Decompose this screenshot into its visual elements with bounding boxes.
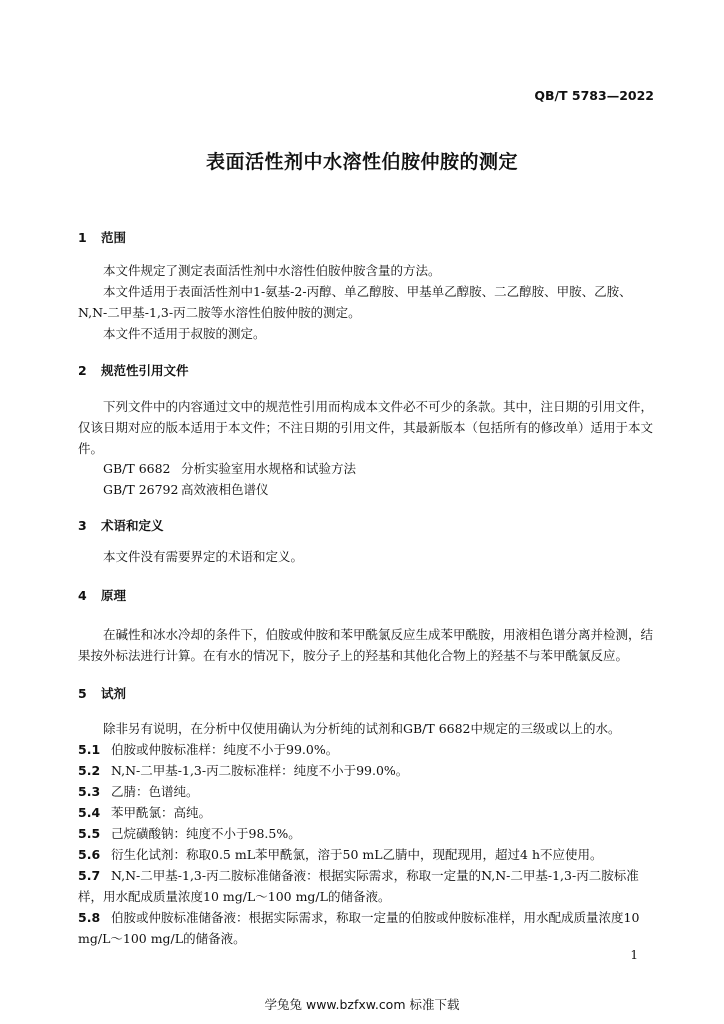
section-heading-5 (78, 684, 126, 702)
clause-number: 5.8 (78, 910, 101, 925)
reference-code: GB/T 26792 (103, 482, 179, 497)
clause-text: 伯胺或仲胺标准样：纯度不小于99.0%。 (111, 742, 339, 757)
paragraph: 除非另有说明，在分析中仅使用确认为分析纯的试剂和GB/T 6682中规定的三级或以上的水。 (103, 721, 621, 736)
clause-number: 5.3 (78, 784, 101, 799)
paragraph: 下列文件中的内容通过文中的规范性引用而构成本文件必不可少的条款。其中，注日期的引用文件，仅该日期对应的版本适用于本文件；不注日期的引用文件，其最新版本（包括所有的修改单）适用于本文件。 (78, 399, 654, 456)
section-title: 原理 (101, 588, 127, 603)
section-title: 规范性引用文件 (101, 363, 189, 378)
clause-number: 5.4 (78, 805, 101, 820)
clause-5-3 (78, 781, 656, 802)
paragraph: 本文件适用于表面活性剂中1-氨基-2-丙醇、单乙醇胺、甲基单乙醇胺、二乙醇胺、甲胺、乙胺、 (103, 284, 632, 299)
clause-number: 5.2 (78, 763, 101, 778)
page-number: 1 (630, 948, 638, 962)
reference-code: GB/T 6682 (103, 461, 171, 476)
clause-number: 5.5 (78, 826, 101, 841)
clause-text: 乙腈：色谱纯。 (111, 784, 199, 799)
clause-text: 伯胺或仲胺标准储备液：根据实际需求，称取一定量的伯胺或仲胺标准样，用水配成质量浓度10 mg/L～100 mg/L的储备液。 (78, 910, 640, 946)
paragraph: N,N-二甲基-1,3-丙二胺等水溶性伯胺仲胺的测定。 (78, 305, 361, 320)
reference-title: 分析实验室用水规格和试验方法 (181, 461, 357, 476)
section-heading-4 (78, 586, 126, 604)
clause-text: 己烷磺酸钠：纯度不小于98.5%。 (111, 826, 301, 841)
clause-text: 苯甲酰氯：高纯。 (111, 805, 212, 820)
section-heading-3 (78, 516, 164, 534)
paragraph: 本文件不适用于叔胺的测定。 (103, 326, 266, 341)
section-title: 试剂 (101, 686, 127, 701)
paragraph: 本文件没有需要界定的术语和定义。 (103, 549, 304, 564)
section-number: 3 (78, 518, 87, 533)
clause-text: N,N-二甲基-1,3-丙二胺标准储备液：根据实际需求，称取一定量的N,N-二甲基-1,3-丙二胺标准样，用水配成质量浓度10 mg/L～100 mg/L的储备液。 (78, 868, 639, 904)
clause-5-8 (78, 907, 656, 949)
section-title: 范围 (101, 230, 127, 245)
footer-watermark: 学兔兔 www.bzfxw.com 标准下载 (264, 997, 460, 1012)
clause-5-2 (78, 760, 656, 781)
standard-code: QB/T 5783—2022 (534, 88, 654, 103)
reference-item (103, 458, 356, 479)
section-heading-1 (78, 228, 126, 246)
clause-text: 衍生化试剂：称取0.5 mL苯甲酰氯，溶于50 mL乙腈中，现配现用，超过4 h不应使用。 (111, 847, 603, 862)
clause-number: 5.1 (78, 742, 101, 757)
section-heading-2 (78, 361, 189, 379)
clause-5-5 (78, 823, 656, 844)
paragraph: 在碱性和冰水冷却的条件下，伯胺或仲胺和苯甲酰氯反应生成苯甲酰胺，用液相色谱分离并检测，结果按外标法进行计算。在有水的情况下，胺分子上的羟基和其他化合物上的羟基不与苯甲酰氯反应。 (78, 627, 654, 663)
section-number: 1 (78, 230, 87, 245)
section-number: 4 (78, 588, 87, 603)
clause-5-1 (78, 739, 656, 760)
paragraph: 本文件规定了测定表面活性剂中水溶性伯胺仲胺含量的方法。 (103, 263, 441, 278)
clause-number: 5.7 (78, 868, 101, 883)
clause-5-6 (78, 844, 656, 865)
clause-5-7 (78, 865, 656, 907)
clause-text: N,N-二甲基-1,3-丙二胺标准样：纯度不小于99.0%。 (111, 763, 409, 778)
section-title: 术语和定义 (101, 518, 164, 533)
section-number: 5 (78, 686, 87, 701)
reference-title: 高效液相色谱仪 (181, 482, 269, 497)
document-title: 表面活性剂中水溶性伯胺仲胺的测定 (205, 151, 518, 173)
reference-item (103, 479, 269, 500)
clause-5-4 (78, 802, 656, 823)
section-number: 2 (78, 363, 87, 378)
clause-number: 5.6 (78, 847, 101, 862)
